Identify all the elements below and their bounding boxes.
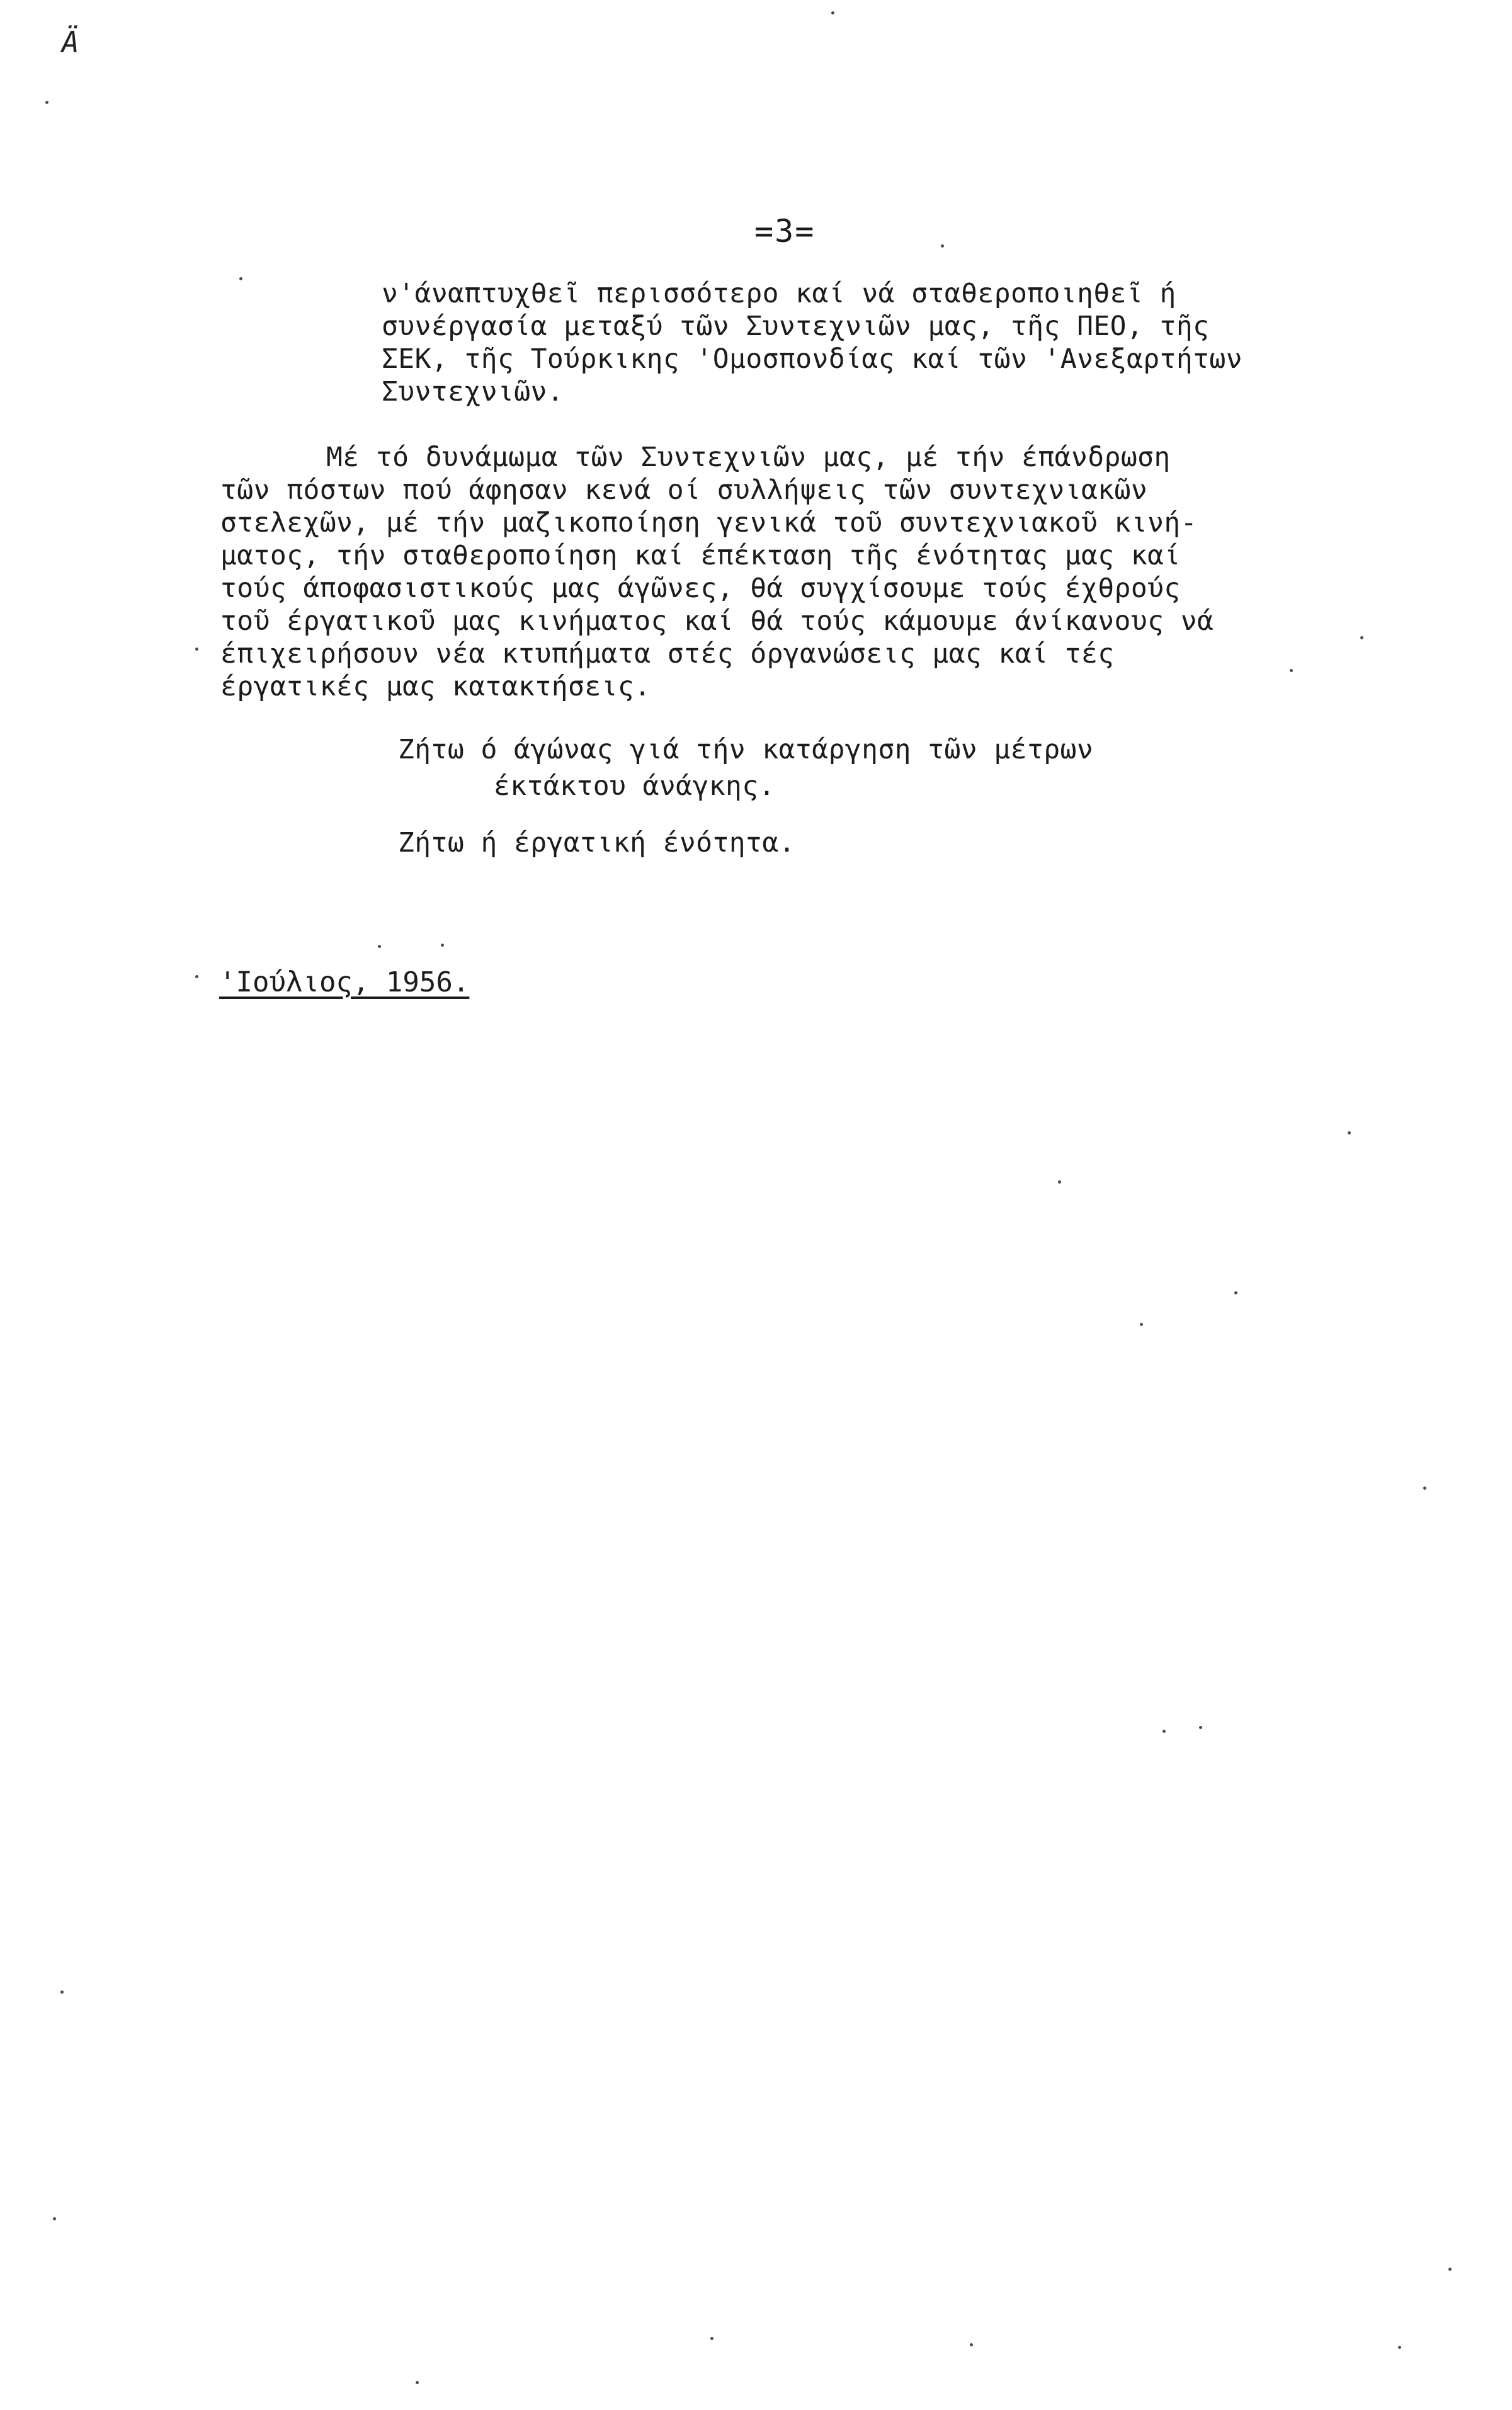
scan-speck (378, 945, 381, 948)
scan-speck (45, 101, 48, 104)
paragraph-2-line: Μέ τό δυνάμωμα τῶν Συντεχνιῶν μας, μέ τήν έπάνδρωση (326, 442, 1171, 473)
scan-speck (1199, 1726, 1202, 1729)
scan-speck (416, 2381, 419, 2384)
scan-speck (195, 975, 198, 978)
scan-speck (60, 1990, 64, 1994)
scan-speck (1348, 1131, 1351, 1134)
paragraph-1-line: ΣΕΚ, τῆς Τούρκικης 'Ομοσπονδίας καί τῶν 'Ανεξαρτήτων (382, 343, 1242, 375)
slogan-2-line: Ζήτω ή έργατική ένότητα. (398, 827, 795, 859)
scan-speck (1140, 1323, 1143, 1326)
slogan-1-line: Ζήτω ό άγώνας γιά τήν κατάργηση τῶν μέτρων (398, 734, 1094, 765)
paragraph-2-line: τούς άποφασιστικούς μας άγῶνες, θά συγχίσουμε τούς έχθρούς (220, 573, 1181, 604)
slogan-1-line: έκτάκτου άνάγκης. (494, 770, 775, 802)
scan-speck (1360, 636, 1363, 639)
scan-speck (195, 648, 198, 651)
page-number: =3= (754, 213, 816, 249)
scan-speck (710, 2337, 713, 2340)
handwritten-corner-mark: Ä (62, 25, 79, 59)
paragraph-2-line: τοῦ έργατικοῦ μας κινήματος καί θά τούς κάμουμε άνίκανους νά (220, 605, 1214, 637)
paragraph-1-line: ν'άναπτυχθεῖ περισσότερο καί νά σταθεροποιηθεῖ ή (382, 278, 1176, 309)
scan-speck (1398, 2346, 1401, 2349)
scan-speck (1234, 1291, 1237, 1294)
document-date: 'Ιούλιος, 1956. (219, 966, 470, 998)
scan-speck (970, 2343, 973, 2346)
paragraph-2-line: τῶν πόστων πού άφησαν κενά οί συλλήψεις τῶν συντεχνιακῶν (220, 474, 1148, 506)
scan-speck (53, 2217, 56, 2220)
scan-speck (941, 244, 944, 248)
scan-speck (1423, 1487, 1426, 1490)
paragraph-2-line: έργατικές μας κατακτήσεις. (220, 671, 651, 702)
scan-speck (239, 277, 242, 280)
scan-speck (831, 11, 834, 14)
scan-speck (1058, 1180, 1061, 1184)
scan-speck (1290, 669, 1293, 672)
paragraph-2-line: έπιχειρήσουν νέα κτυπήματα στές όργανώσεις μας καί τές (220, 638, 1115, 670)
scan-speck (441, 944, 444, 947)
paragraph-1-line: συνέργασία μεταξύ τῶν Συντεχνιῶν μας, τῆς ΠΕΟ, τῆς (382, 311, 1210, 342)
scan-speck (1448, 2268, 1452, 2271)
paragraph-2-line: ματος, τήν σταθεροποίηση καί έπέκταση τῆς ένότητας μας καί (220, 540, 1181, 571)
paragraph-1-line: Συντεχνιῶν. (382, 376, 564, 408)
scan-speck (1162, 1730, 1166, 1733)
paragraph-2-line: στελεχῶν, μέ τήν μαζικοποίηση γενικά τοῦ συντεχνιακοῦ κινή- (220, 507, 1198, 539)
